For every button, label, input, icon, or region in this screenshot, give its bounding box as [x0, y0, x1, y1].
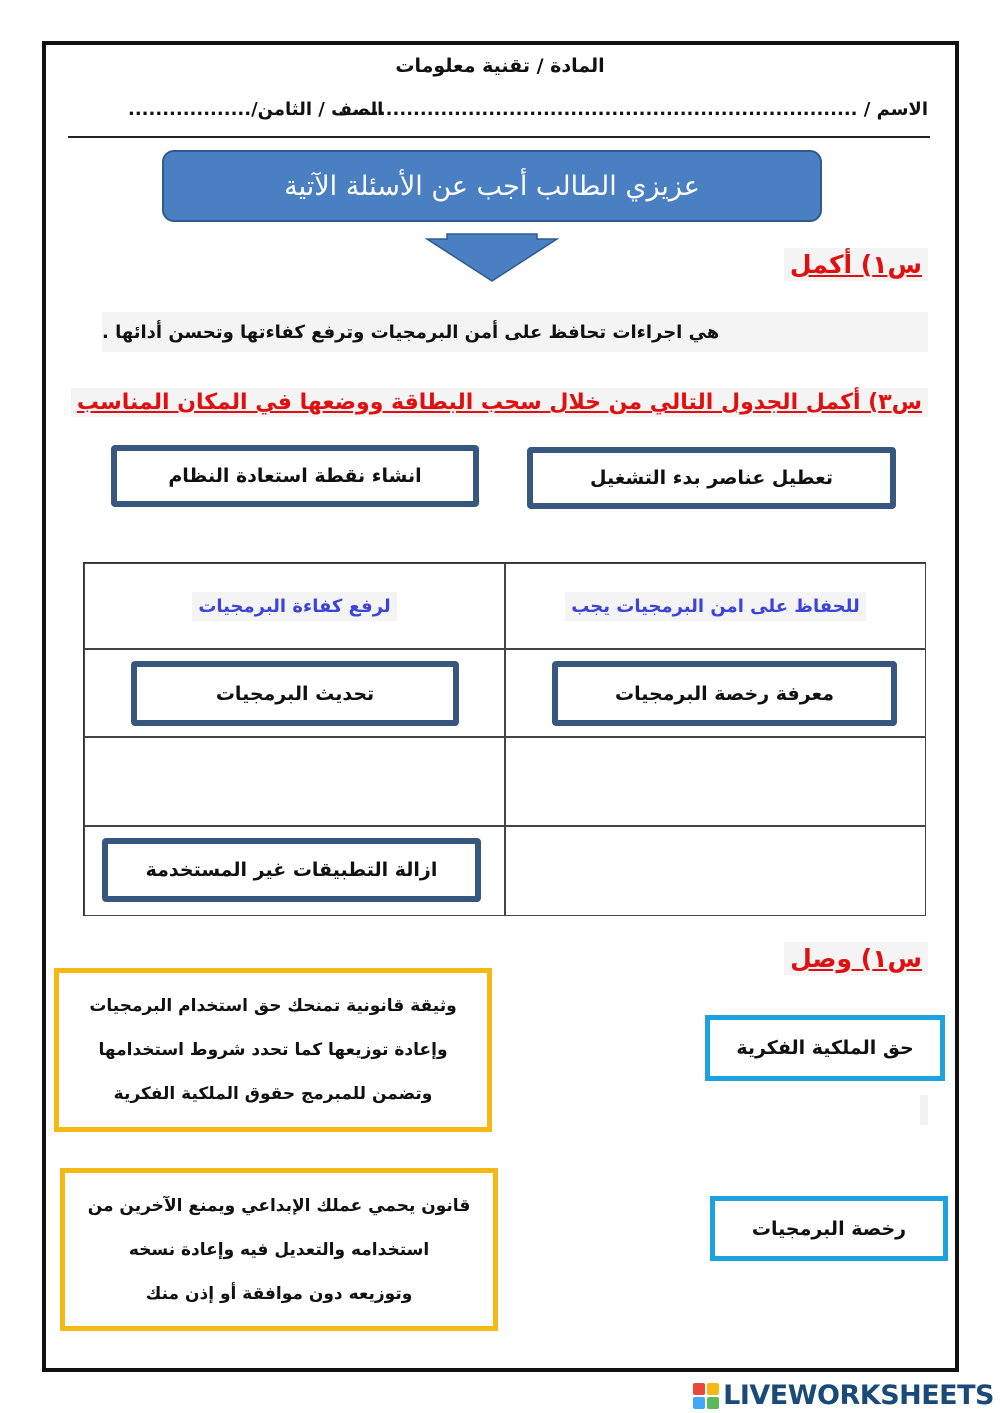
logo-square-3: [693, 1397, 705, 1409]
logo-mark-icon: [693, 1383, 719, 1409]
drag-card-remove-unused-apps[interactable]: ازالة التطبيقات غير المستخدمة: [102, 838, 481, 902]
drag-card-software-license[interactable]: معرفة رخصة البرمجيات: [552, 661, 897, 726]
drop-zone-security-2[interactable]: [505, 737, 926, 826]
match-term-intellectual-property[interactable]: حق الملكية الفكرية: [705, 1015, 945, 1081]
answer-marker: [920, 1095, 928, 1125]
logo-text: LIVEWORKSHEETS: [723, 1380, 994, 1411]
header-divider: [68, 136, 930, 138]
down-arrow-icon: [425, 233, 559, 283]
drag-card-disable-startup[interactable]: تعطيل عناصر بدء التشغيل: [527, 447, 896, 509]
definition-1-line-2: وإعادة توزيعها كما تحدد شروط استخدامها: [98, 1040, 448, 1060]
table-header-efficiency: لرفع كفاءة البرمجيات: [84, 563, 505, 649]
subject-title: المادة / تقنية معلومات: [395, 55, 605, 77]
match-definition-1[interactable]: [54, 968, 492, 1132]
question-1-statement: هي اجراءات تحافظ على أمن البرمجيات وترفع كفاءتها وتحسن أدائها .: [102, 312, 928, 352]
instruction-banner: عزيزي الطالب أجب عن الأسئلة الآتية: [162, 150, 822, 222]
logo-square-1: [693, 1383, 705, 1395]
table-header-security: للحفاظ على امن البرمجيات يجب: [505, 563, 926, 649]
logo-square-2: [707, 1383, 719, 1395]
match-definition-2[interactable]: [60, 1168, 498, 1331]
class-line: الصف / الثامن/..................: [128, 99, 384, 120]
definition-2-line-3: وتوزيعه دون موافقة أو إذن منك: [145, 1283, 413, 1304]
definition-2-line-1: قانون يحمي عملك الإبداعي ويمنع الآخرين من: [87, 1195, 471, 1216]
drag-card-restore-point[interactable]: انشاء نقطة استعادة النظام: [111, 445, 479, 507]
definition-1-line-3: وتضمن للمبرمج حقوق الملكية الفكرية: [113, 1084, 433, 1104]
liveworksheets-logo: [693, 1380, 994, 1411]
student-name-line: الاسم / ............................................................................: [337, 99, 928, 120]
logo-square-4: [707, 1397, 719, 1409]
question-3-title: س٣) أكمل الجدول التالي من خلال سحب البطاقة ووضعها في المكان المناسب: [71, 388, 928, 417]
match-term-software-license[interactable]: رخصة البرمجيات: [710, 1196, 948, 1261]
question-1-title: س١) أكمل: [784, 248, 928, 281]
definition-2-line-2: استخدامه والتعديل فيه وإعادة نسخه: [128, 1239, 430, 1260]
drop-zone-security-3[interactable]: [505, 826, 926, 916]
definition-1-line-1: وثيقة قانونية تمنحك حق استخدام البرمجيات: [89, 996, 457, 1016]
question-4-title: س١) وصل: [784, 942, 928, 975]
drop-zone-efficiency-2[interactable]: [84, 737, 505, 826]
drag-card-update-software[interactable]: تحديث البرمجيات: [131, 661, 459, 726]
